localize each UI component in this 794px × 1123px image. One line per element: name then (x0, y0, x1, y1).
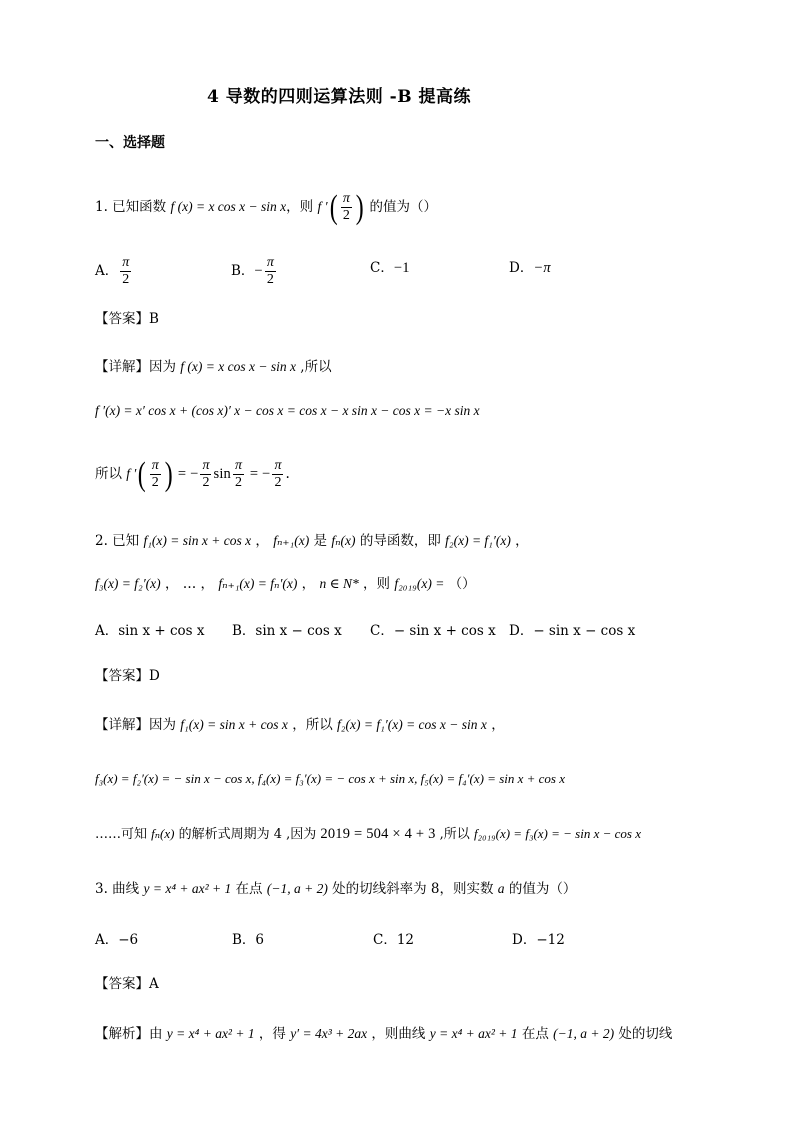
q1-detail-line1: 【详解】因为 f (x) = x cos x − sin x ,所以 (95, 359, 332, 375)
q3-option-a: A．−6 (95, 932, 139, 948)
q1-option-a: A． $\frac{\pi}{2}$ (95, 255, 130, 287)
q2-option-c: C．− sin x + cos x (370, 623, 496, 639)
q2-option-b: B．sin x − cos x (232, 623, 342, 639)
q1-option-b: B．− $\frac{\pi}{2}$ (231, 255, 274, 287)
q3-option-c: C．12 (373, 932, 415, 948)
q3-analysis: 【解析】由 y = x⁴ + ax² + 1 ，得 y′ = 4x³ + 2ax ，则曲线 y = x⁴ + ax² + 1 在点 (−1, a + 2) 处的切线 (95, 1026, 673, 1042)
q2-answer: 【答案】D (95, 668, 160, 684)
q1-detail-line2: f ′(x) = x′ cos x + (cos x)′ x − cos x = cos x − x sin x − cos x = −x sin x (95, 403, 480, 418)
q1-answer: 【答案】B (95, 311, 159, 327)
q2-stem-line1: 2. 已知 f₁(x) = sin x + cos x ， fₙ₊₁(x) 是 fₙ(x) 的导函数，即 f₂(x) = f₁′(x) ， (95, 533, 529, 549)
q1-stem: 1. 已知函数 f (x) = x cos x − sin x，则 f ′( $\frac{\pi}{2}$ ) 的值为（） (95, 188, 438, 226)
q1-option-c: C．−1 (370, 260, 410, 276)
q1-fraction: $\frac{\pi}{2}$ (342, 191, 350, 223)
q2-detail-line3: ……可知 fₙ(x) 的解析式周期为 4 ,因为 2019 = 504 × 4 + 3 ,所以 f₂₀₁₉(x) = f₃(x) = − sin x − cos x (95, 826, 641, 842)
q3-stem: 3. 曲线 y = x⁴ + ax² + 1 在点 (−1, a + 2) 处的切线斜率为 8，则实数 a 的值为（） (95, 881, 577, 897)
q1-function: f (x) = x cos x − sin x (170, 199, 287, 214)
q2-detail-line1: 【详解】因为 f₁(x) = sin x + cos x ，所以 f₂(x) = f₁′(x) = cos x − sin x ， (95, 717, 505, 733)
page-title: 4 导数的四则运算法则 -B 提高练 (207, 87, 472, 107)
q2-option-d: D．− sin x − cos x (509, 623, 636, 639)
q2-option-a: A．sin x + cos x (95, 623, 205, 639)
q2-detail-line2: f₃(x) = f₂′(x) = − sin x − cos x, f₄(x) = f₃′(x) = − cos x + sin x, f₅(x) = f₄′(x) = sin x + cos x (95, 771, 566, 786)
q1-option-d: D．−π (509, 260, 551, 276)
q3-answer: 【答案】A (95, 976, 159, 992)
q1-detail-line3: 所以 f ′( $\frac{\pi}{2}$ ) = − $\frac{\pi}{2}$ sin $\frac{\pi}{2}$ = − $\frac{\pi}{2}$ . (95, 455, 290, 493)
q2-stem-line2: f₃(x) = f₂′(x) ， … ， fₙ₊₁(x) = fₙ′(x) ， n ∈ N* ，则 f₂₀₁₉(x) = （） (95, 576, 476, 592)
section-heading: 一、选择题 (95, 135, 165, 151)
q3-option-b: B．6 (232, 932, 265, 948)
q3-option-d: D．−12 (512, 932, 565, 948)
